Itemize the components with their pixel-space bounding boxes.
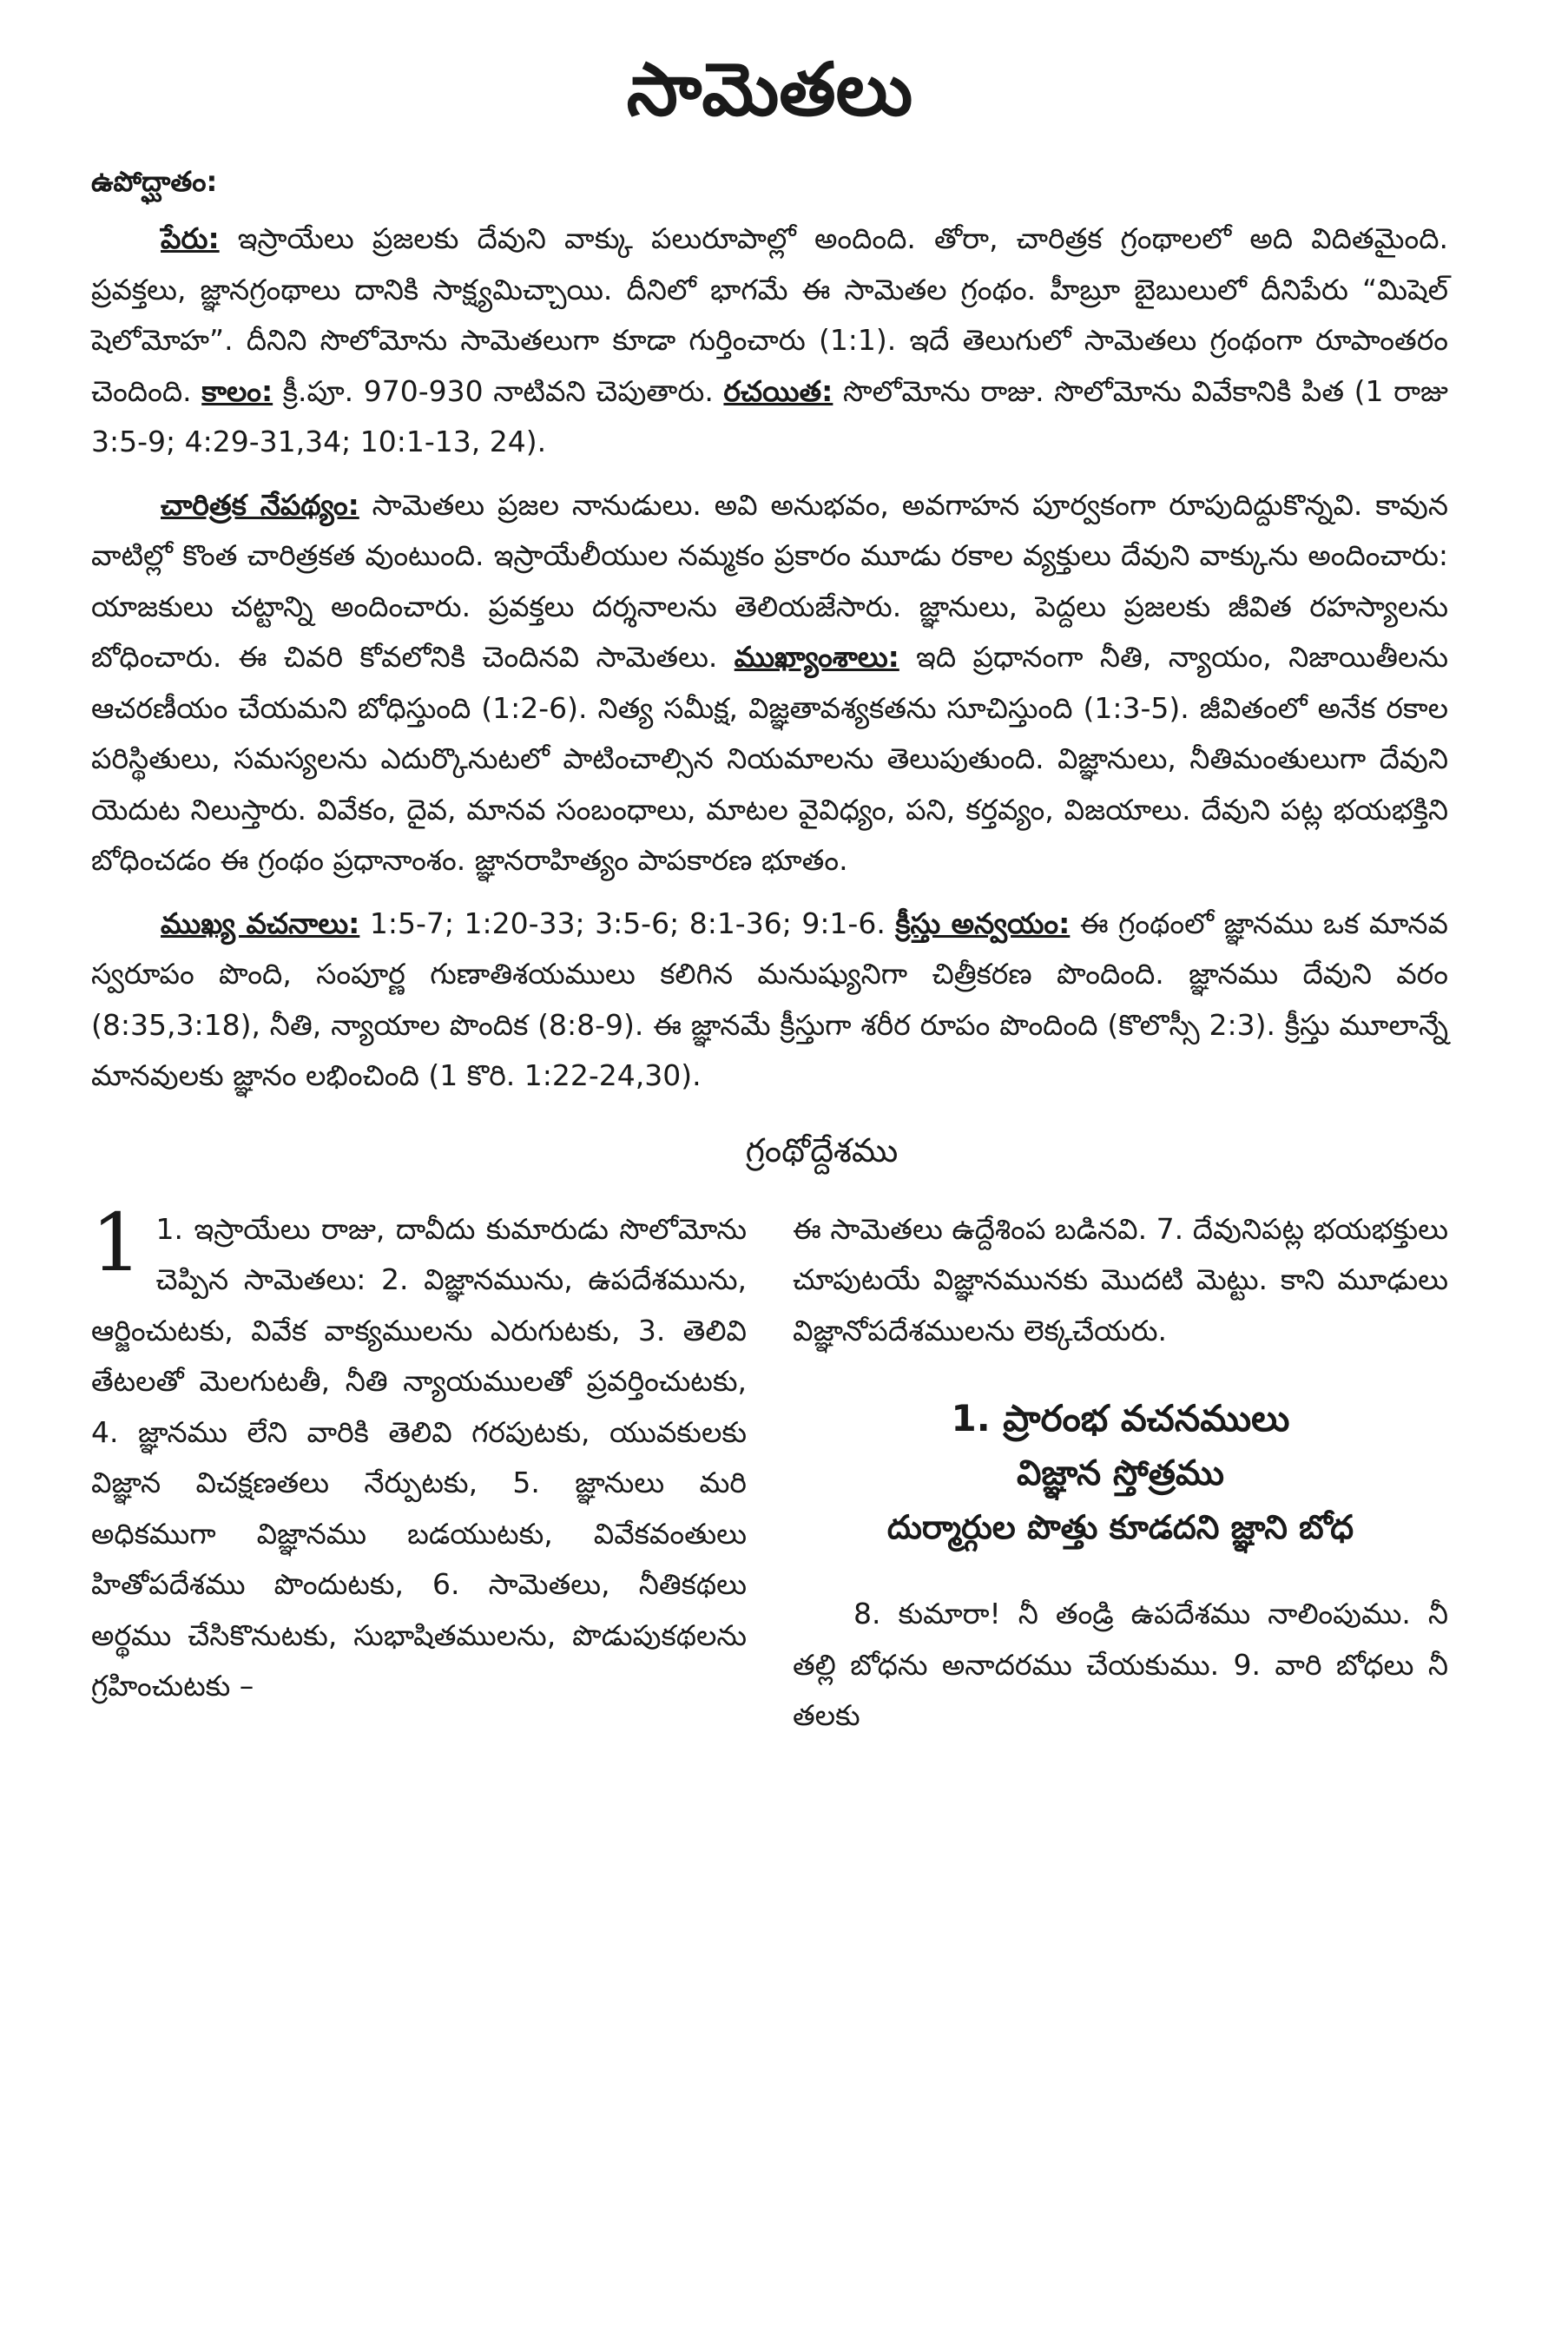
label-verses: ముఖ్య వచనాలు:: [161, 906, 360, 940]
text-background: సామెతలు ప్రజల నానుడులు. అవి అనుభవం, అవగాహన పూర్వకంగా రూపుదిద్దుకొన్నవి. కావున వాటిల్లో కొంత చారిత్రకత వుంటుంది. ఇస్రాయేలీయుల నమ్మకం ప్రకారం మూడు రకాల వ్యక్తులు దేవుని వాక్కును అందించారు: యాజకులు చట్టాన్ని అందించారు. ప్రవక్తలు దర్శనాలను తెలియజేసారు. జ్ఞానులు, పెద్దలు ప్రజలకు జీవిత రహస్యాలను బోధించారు. ఈ చివరి కోవలోనికి చెందినవి సామెతలు.: [91, 487, 1448, 674]
text-christ: ఈ గ్రంథంలో జ్ఞానము ఒక మానవ స్వరూపం పొంది, సంపూర్ణ గుణాతిశయములు కలిగిన మనుష్యునిగా చిత్రీకరణ పొందింది. జ్ఞానము దేవుని వరం (8:35,3:18), నీతి, న్యాయాల పొందిక (8:8-9). ఈ జ్ఞానమే క్రీస్తుగా శరీర రూపం పొందింది (కొలొస్సీ 2:3). క్రీస్తు మూలాన్నే మానవులకు జ్ఞానం లభించింది (1 కొరి. 1:22-24,30).: [91, 906, 1449, 1092]
text-author: సొలోమోను రాజు. సొలోమోను వివేకానికి పిత (1 రాజు 3:5-9; 4:29-31,34; 10:1-13, 24).: [91, 373, 1448, 458]
label-author: రచయిత:: [723, 373, 833, 408]
chapter-heading-2: విజ్ఞాన స్తోత్రము: [1016, 1453, 1225, 1493]
chapter-heading-1: 1. ప్రారంభ వచనములు: [951, 1397, 1290, 1440]
verses-1-6: 1. ఇస్రాయేలు రాజు, దావీదు కుమారుడు సొలోమోను చెప్పిన సామెతలు: 2. విజ్ఞానమును, ఉపదేశమును, ఆర్జించుటకు, వివేక వాక్యములను ఎరుగుటకు, 3. తెలివి తేటలతో మెలగుటతీ, నీతి న్యాయములతో ప్రవర్తించుటకు, 4. జ్ఞానము లేని వారికి తెలివి గరపుటకు, యువకులకు విజ్ఞాన విచక్షణతలు నేర్పుటకు, 5. జ్ఞానులు మరి అధికముగా విజ్ఞానము బడయుటకు, వివేకవంతులు హితోపదేశము పొందుటకు, 6. సామెతలు, నీతికథలు అర్థము చేసికొనుటకు, సుభాషితములను, పొడుపుకథలను గ్రహించుటకు –: [91, 1211, 747, 1703]
intro-paragraph-background: [91, 480, 1448, 886]
label-name: పేరు:: [161, 221, 220, 255]
text-verses: 1:5-7; 1:20-33; 3:5-6; 8:1-36; 9:1-6.: [359, 906, 896, 940]
text-name: ఇస్రాయేలు ప్రజలకు దేవుని వాక్కు పలురూపాల్లో అందింది. తోరా, చారిత్రక గ్రంథాలలో అది విదితమైంది. ప్రవక్తలు, జ్ఞానగ్రంథాలు దానికి సాక్ష్యమిచ్చాయి. దీనిలో భాగమే ఈ సామెతల గ్రంథం. హీబ్రూ బైబులులో దీనిపేరు “మిషెల్ షెలోమోహ”. దీనిని సొలోమోను సామెతలుగా కూడా గుర్తించారు (1:1). ఇదే తెలుగులో సామెతలు గ్రంథంగా రూపాంతరం చెందింది.: [91, 221, 1448, 408]
two-column-text: [91, 1196, 1448, 1742]
chapter-heading-3: దుర్మార్గుల పొత్తు కూడదని జ్ఞాని బోధ: [886, 1508, 1354, 1546]
text-themes: ఇది ప్రధానంగా నీతి, న్యాయం, నిజాయితీలను ఆచరణీయం చేయమని బోధిస్తుంది (1:2-6). నిత్య సమీక్ష, విజ్ఞతావశ్యకతను సూచిస్తుంది (1:3-5). జీవితంలో అనేక రకాల పరిస్థితులు, సమస్యలను ఎదుర్కొనుటలో పాటించాల్సిన నియమాలను తెలుపుతుంది. విజ్ఞానులు, నీతిమంతులుగా దేవుని యెదుట నిలుస్తారు. వివేకం, దైవ, మానవ సంబంధాలు, మాటల వైవిధ్యం, పని, కర్తవ్యం, విజయాలు. దేవుని పట్ల భయభక్తిని బోధించడం ఈ గ్రంథం ప్రధానాంశం. జ్ఞానరాహిత్యం పాపకారణ భూతం.: [91, 640, 1448, 877]
intro-paragraph-name: [91, 214, 1448, 468]
label-christ: క్రీస్తు అన్వయం:: [895, 906, 1071, 940]
label-themes: ముఖ్యాంశాలు:: [734, 640, 899, 674]
intro-heading: ఉపోద్ఘాతం:: [91, 165, 218, 198]
left-column: [91, 1196, 747, 1742]
label-background: చారిత్రక నేపథ్యం:: [161, 487, 359, 522]
text-date: క్రీ.పూ. 970-930 నాటివని చెపుతారు.: [273, 373, 724, 408]
intro-paragraph-verses: [91, 899, 1448, 1102]
book-title: సామెతలు: [626, 47, 913, 132]
verses-6-7: ఈ సామెతలు ఉద్దేశింప బడినవి. 7. దేవునిపట్ల భయభక్తులు చూపుటయే విజ్ఞానమునకు మొదటి మెట్టు. కాని మూఢులు విజ్ఞానోపదేశములను లెక్కచేయరు.: [793, 1211, 1448, 1347]
label-date: కాలం:: [201, 373, 273, 408]
right-column: [793, 1204, 1448, 1742]
chapter-1-text: [91, 1196, 747, 1712]
section-heading: గ్రంథోద్దేశము: [745, 1130, 899, 1169]
verses-8-9: 8. కుమారా! నీ తండ్రి ఉపదేశము నాలింపుము. నీ తల్లి బోధను అనాదరము చేయకుము. 9. వారి బోధలు నీ తలకు: [793, 1597, 1448, 1732]
chapter-number: 1: [91, 1196, 142, 1289]
